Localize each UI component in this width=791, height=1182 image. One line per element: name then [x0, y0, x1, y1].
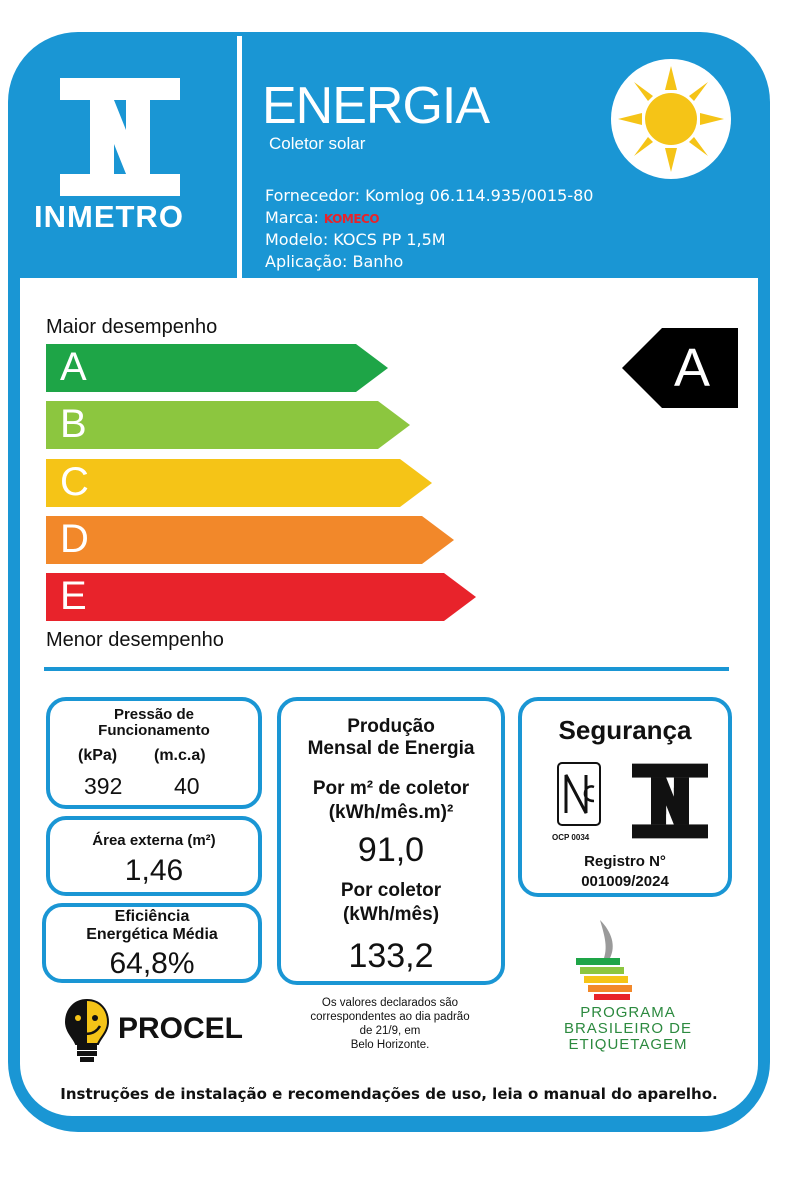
- pbe-line-3: ETIQUETAGEM: [568, 1036, 688, 1053]
- procel-bulb-icon: [62, 998, 112, 1064]
- footer-note-line-2: correspondentes ao dia padrão: [310, 1011, 470, 1023]
- area-box: [46, 816, 262, 896]
- safety-title: Segurança: [558, 715, 692, 745]
- per-collector-label-2: (kWh/mês): [342, 904, 440, 925]
- rating-letter: A: [673, 338, 711, 398]
- registry-value: 001009/2024: [581, 873, 669, 890]
- footer-note: [280, 996, 500, 1052]
- pbe-line-2: BRASILEIRO DE: [563, 1020, 693, 1037]
- pressure-value-kpa: 392: [84, 773, 123, 799]
- pressure-title-2: Funcionamento: [98, 722, 210, 739]
- production-title-2: Mensal de Energia: [307, 738, 475, 759]
- ncc-seal-icon: [556, 761, 602, 837]
- pressure-box: [46, 697, 262, 809]
- inmetro-logo-icon: [60, 78, 180, 196]
- safety-box: [518, 697, 732, 897]
- pressure-unit-mca: (m.c.a): [154, 747, 206, 764]
- pressure-title-1: Pressão de: [113, 706, 195, 723]
- efficiency-title-2: Energética Média: [86, 926, 218, 943]
- per-collector-value: 133,2: [348, 937, 434, 975]
- per-m2-label-1: Por m² de coletor: [312, 778, 470, 799]
- scale-bar-a: [46, 344, 390, 392]
- production-title-1: Produção: [347, 716, 435, 737]
- inmetro-logo-text: INMETRO: [34, 199, 184, 234]
- scale-bar-letter: E: [60, 574, 87, 618]
- efficiency-title-1: Eficiência: [114, 908, 190, 925]
- brand-line: [265, 208, 379, 227]
- scale-bar-letter: C: [60, 460, 89, 504]
- scale-top-label: Maior desempenho: [46, 316, 218, 338]
- pressure-unit-kpa: (kPa): [78, 747, 118, 764]
- scale-bar-d: [46, 516, 456, 564]
- pbe-line-1: PROGRAMA: [580, 1004, 676, 1021]
- pressure-value-mca: 40: [174, 773, 200, 799]
- inmetro-mark-icon: [632, 763, 708, 839]
- application-line: Aplicação: Banho: [265, 252, 404, 271]
- scale-bar-b: [46, 401, 412, 449]
- sun-icon: [610, 58, 732, 180]
- header-divider: [237, 36, 242, 278]
- efficiency-value: 64,8%: [109, 947, 195, 980]
- instructions-text: Instruções de instalação e recomendações de uso, leia o manual do aparelho.: [60, 1085, 718, 1103]
- ocp-code: OCP 0034: [552, 833, 590, 842]
- scale-bar-letter: A: [60, 345, 87, 389]
- registry-label: Registro N°: [584, 853, 666, 870]
- footer-note-line-1: Os valores declarados são: [321, 997, 459, 1009]
- area-value: 1,46: [124, 854, 184, 887]
- product-type: Coletor solar: [269, 134, 366, 153]
- scale-bar-c: [46, 459, 434, 507]
- section-rule: [44, 667, 729, 671]
- supplier-line: Fornecedor: Komlog 06.114.935/0015-80: [265, 186, 594, 205]
- scale-bar-letter: D: [60, 517, 89, 561]
- procel-logo-text: PROCEL: [118, 1012, 244, 1045]
- production-box: [277, 697, 505, 985]
- per-m2-label-2: (kWh/mês.m)²: [328, 802, 454, 823]
- page-title: ENERGIA: [262, 77, 490, 135]
- pbe-logo-icon: [570, 918, 640, 1000]
- scale-bottom-label: Menor desempenho: [46, 629, 224, 651]
- footer-note-line-3: de 21/9, em: [359, 1025, 421, 1037]
- per-m2-value: 91,0: [357, 831, 425, 869]
- model-line: Modelo: KOCS PP 1,5M: [265, 230, 446, 249]
- pbe-logo-text: [548, 1005, 708, 1053]
- scale-bar-letter: B: [60, 402, 87, 446]
- area-title: Área externa (m²): [92, 832, 216, 849]
- brand-label: Marca:: [265, 208, 324, 227]
- scale-bar-e: [46, 573, 478, 621]
- efficiency-box: [42, 903, 262, 983]
- footer-note-line-4: Belo Horizonte.: [350, 1039, 430, 1051]
- brand-value: KOMECO: [323, 212, 380, 226]
- per-collector-label-1: Por coletor: [340, 880, 442, 901]
